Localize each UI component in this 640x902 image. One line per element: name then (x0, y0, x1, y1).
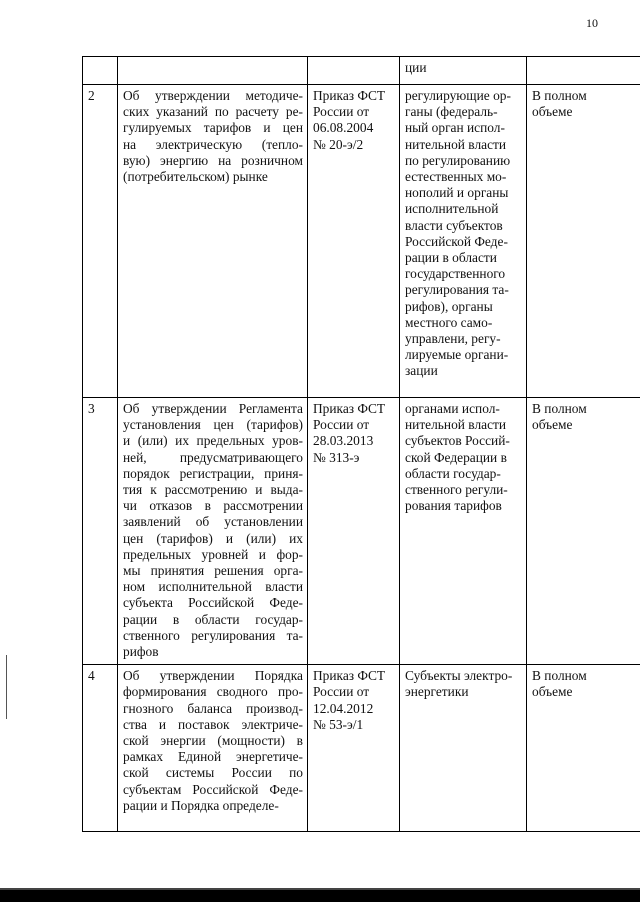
table-row (83, 398, 640, 665)
title-line: ской системы России по (123, 765, 303, 781)
application-scope-cell (527, 85, 640, 398)
title-line: Об утверждении методиче- (123, 88, 303, 103)
subject-line: зации (405, 363, 438, 379)
applicable-subjects-cell (400, 665, 527, 832)
subject-line: ской Федерации в (405, 449, 507, 465)
doc-line: № 53-э/1 (313, 716, 364, 732)
act-title-cell (118, 398, 308, 665)
subject-line: рации в области (405, 250, 497, 266)
subject-line: нительной власти (405, 417, 507, 433)
title-line: на электрическую (тепло- (123, 136, 303, 152)
title-line: Об утверждении Порядка (123, 668, 303, 684)
doc-line: 12.04.2012 (313, 700, 374, 716)
title-line: ства и поставок электриче- (123, 716, 303, 732)
subject-line: местного само- (405, 314, 493, 330)
title-line: предельных уровней и фор- (123, 546, 303, 562)
doc-line: Приказ ФСТ (313, 401, 386, 416)
title-line: рации в области государ- (123, 611, 303, 627)
title-line: заявлений об установлении (123, 514, 303, 530)
doc-line: России от (313, 104, 370, 120)
subject-line: естественных мо- (405, 169, 507, 185)
subject-line: нополий и органы (405, 185, 509, 201)
title-line: мы принятия решения орга- (123, 563, 303, 579)
applicable-subjects-cell (400, 57, 527, 85)
subject-line: государственного (405, 266, 506, 282)
title-line: (потребительском) рынке (123, 169, 268, 185)
application-scope-cell (527, 57, 640, 85)
table-row (83, 665, 640, 832)
subject-line: лируемые органи- (405, 347, 509, 363)
title-line: рифов (123, 644, 159, 660)
subject-line: ганы (федераль- (405, 104, 498, 120)
act-document-cell (308, 398, 400, 665)
act-document-cell (308, 85, 400, 398)
subject-line: субъектов Россий- (405, 433, 510, 449)
row-number-cell (83, 57, 118, 85)
regulations-table (82, 56, 640, 832)
subject-line: по регулированию (405, 152, 511, 168)
subject-line: регулирующие ор- (405, 88, 511, 103)
subject-line: исполнительной (405, 201, 499, 217)
applicable-subjects-cell (400, 398, 527, 665)
application-scope-cell (527, 398, 640, 665)
title-line: формирования сводного про- (123, 684, 303, 700)
doc-line: № 20-э/2 (313, 136, 364, 152)
act-document-cell (308, 57, 400, 85)
scope-line: объеме (532, 104, 573, 120)
scope-line: объеме (532, 417, 573, 433)
title-line: ских указаний по расчету ре- (123, 104, 303, 120)
title-line: установления цен (тарифов) (123, 417, 303, 433)
doc-line: № 313-э (313, 449, 360, 465)
subject-line: власти субъектов (405, 217, 503, 233)
title-line: чи отказов в рассмотрении (123, 498, 303, 514)
act-title-cell (118, 57, 308, 85)
row-number-cell (83, 398, 118, 665)
title-line: субъектам Российской Феде- (123, 781, 303, 797)
subject-line: органами испол- (405, 401, 500, 416)
scope-line: В полном (532, 88, 587, 103)
title-line: рации и Порядка определе- (123, 797, 279, 813)
applicable-subjects-cell (400, 85, 527, 398)
subject-line: ции (405, 60, 427, 75)
scope-line: В полном (532, 401, 587, 416)
scope-line: объеме (532, 684, 573, 700)
scope-line: В полном (532, 668, 587, 684)
subject-line: области государ- (405, 465, 501, 481)
doc-line: России от (313, 417, 370, 433)
subject-line: рифов), органы (405, 298, 493, 314)
doc-line: Приказ ФСТ (313, 88, 386, 103)
subject-line: энергетики (405, 684, 469, 700)
subject-line: регулирования та- (405, 282, 509, 298)
scan-margin-mark (6, 655, 7, 719)
title-line: Об утверждении Регламента (123, 401, 303, 416)
row-number: 4 (88, 668, 95, 684)
table-row (83, 57, 640, 85)
title-line: гнозного баланса производ- (123, 700, 303, 716)
title-line: гулируемых тарифов и цен (123, 120, 303, 136)
doc-line: Приказ ФСТ (313, 668, 386, 684)
doc-line: России от (313, 684, 370, 700)
title-line: порядок регистрации, приня- (123, 465, 303, 481)
act-title-cell (118, 665, 308, 832)
title-line: ном исполнительной власти (123, 579, 303, 595)
subject-line: управлени, регу- (405, 331, 501, 347)
subject-line: ный орган испол- (405, 120, 505, 136)
title-line: субъекта Российской Феде- (123, 595, 303, 611)
doc-line: 06.08.2004 (313, 120, 374, 136)
title-line: ственного регулирования та- (123, 627, 303, 643)
doc-line: 28.03.2013 (313, 433, 374, 449)
subject-line: рования тарифов (405, 498, 502, 514)
table-row (83, 85, 640, 398)
act-document-cell (308, 665, 400, 832)
title-line: рамках Единой энергетиче- (123, 749, 303, 765)
subject-line: Российской Феде- (405, 233, 508, 249)
title-line: ней, предусматривающего (123, 449, 303, 465)
application-scope-cell (527, 665, 640, 832)
title-line: цен (тарифов) и (или) их (123, 530, 303, 546)
title-line: и (или) их предельных уров- (123, 433, 303, 449)
title-line: ской энергии (мощности) в (123, 733, 303, 749)
act-title-cell (118, 85, 308, 398)
subject-line: ственного регули- (405, 482, 508, 498)
page-number: 10 (586, 16, 598, 30)
subject-line: Субъекты электро- (405, 668, 513, 684)
scan-bottom-band (0, 890, 640, 902)
row-number-cell (83, 85, 118, 398)
title-line: тия к рассмотрению и выда- (123, 482, 303, 498)
row-number: 2 (88, 88, 95, 103)
title-line: вую) энергию на розничном (123, 152, 303, 168)
subject-line: нительной власти (405, 136, 507, 152)
row-number-cell (83, 665, 118, 832)
row-number: 3 (88, 401, 95, 416)
